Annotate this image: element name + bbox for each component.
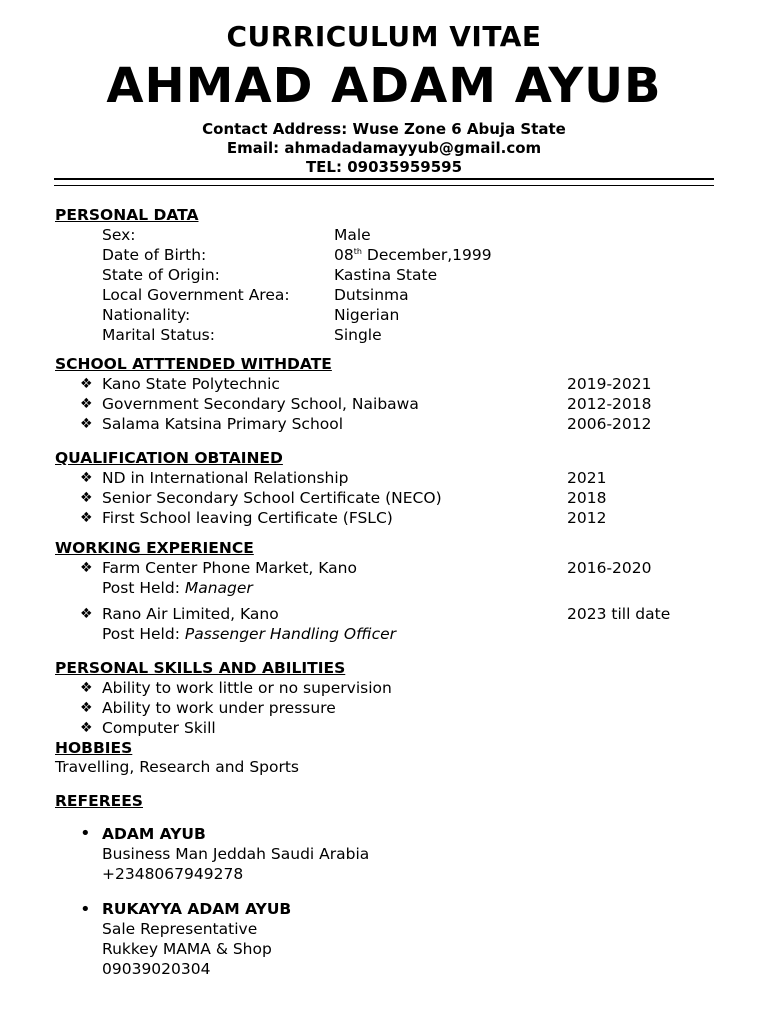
skills-heading: PERSONAL SKILLS AND ABILITIES [55, 659, 346, 677]
skill-item: Ability to work little or no supervision [102, 679, 392, 697]
hobbies-text: Travelling, Research and Sports [55, 758, 300, 776]
qualification-date: 2021 [567, 469, 607, 487]
personal-value: Nigerian [334, 306, 400, 324]
qualification-name: Senior Secondary School Certificate (NECO) [102, 489, 442, 507]
qualification-date: 2012 [567, 509, 607, 527]
post-held-label: Post Held: [102, 579, 180, 597]
employment-date: 2023 till date [567, 605, 671, 623]
personal-label: Nationality: [102, 306, 191, 324]
contact-email: Email: ahmadadamayyub@gmail.com [226, 139, 542, 157]
qualification-date: 2018 [567, 489, 607, 507]
qualification-name: First School leaving Certificate (FSLC) [102, 509, 393, 527]
contact-address: Contact Address: Wuse Zone 6 Abuja State [202, 120, 566, 138]
school-name: Salama Katsina Primary School [102, 415, 344, 433]
post-held-value: Passenger Handling Officer [184, 625, 397, 643]
document-title: CURRICULUM VITAE [226, 20, 542, 53]
post-held-label: Post Held: [102, 625, 180, 643]
referee-detail: Rukkey MAMA & Shop [102, 940, 272, 958]
referees-heading: REFEREES [55, 792, 143, 810]
personal-value: Kastina State [334, 266, 438, 284]
experience-heading: WORKING EXPERIENCE [55, 539, 254, 557]
referee-name: ADAM AYUB [102, 825, 206, 843]
header-rule-bottom [54, 185, 714, 186]
school-name: Government Secondary School, Naibawa [102, 395, 419, 413]
personal-value: Single [334, 326, 382, 344]
hobbies-heading: HOBBIES [55, 739, 133, 757]
skill-item: Computer Skill [102, 719, 216, 737]
qualification-name: ND in International Relationship [102, 469, 349, 487]
contact-phone: TEL: 09035959595 [305, 158, 463, 176]
dot-bullet-icon: • [80, 899, 91, 920]
candidate-name: AHMAD ADAM AYUB [106, 58, 662, 114]
personal-data-heading: PERSONAL DATA [55, 206, 199, 224]
referee-detail: Business Man Jeddah Saudi Arabia [102, 845, 370, 863]
employer-name: Farm Center Phone Market, Kano [102, 559, 357, 577]
diamond-bullet-icon: ❖ [80, 720, 93, 736]
post-held [102, 625, 396, 643]
employment-date: 2016-2020 [567, 559, 652, 577]
diamond-bullet-icon: ❖ [80, 376, 93, 392]
employer-name: Rano Air Limited, Kano [102, 605, 279, 623]
diamond-bullet-icon: ❖ [80, 396, 93, 412]
referee-detail: +2348067949278 [102, 865, 244, 883]
diamond-bullet-icon: ❖ [80, 416, 93, 432]
diamond-bullet-icon: ❖ [80, 490, 93, 506]
skill-item: Ability to work under pressure [102, 699, 336, 717]
diamond-bullet-icon: ❖ [80, 680, 93, 696]
referee-name: RUKAYYA ADAM AYUB [102, 900, 292, 918]
school-date: 2019-2021 [567, 375, 652, 393]
school-name: Kano State Polytechnic [102, 375, 280, 393]
qualifications-heading: QUALIFICATION OBTAINED [55, 449, 283, 467]
diamond-bullet-icon: ❖ [80, 470, 93, 486]
dob-rest: December,1999 [361, 246, 492, 264]
header-rule-top [54, 178, 714, 180]
school-date: 2012-2018 [567, 395, 652, 413]
post-held [102, 579, 253, 597]
personal-value: Male [334, 226, 371, 244]
personal-label: Marital Status: [102, 326, 215, 344]
dob-suffix: th [353, 246, 362, 256]
dob-day: 08 [334, 246, 354, 264]
diamond-bullet-icon: ❖ [80, 560, 93, 576]
referee-detail: 09039020304 [102, 960, 211, 978]
referee-detail: Sale Representative [102, 920, 258, 938]
personal-label: Sex: [102, 226, 136, 244]
schools-heading: SCHOOL ATTTENDED WITHDATE [55, 355, 332, 373]
post-held-value: Manager [184, 579, 253, 597]
dot-bullet-icon: • [80, 823, 91, 844]
school-date: 2006-2012 [567, 415, 652, 433]
personal-value [334, 246, 492, 264]
personal-value: Dutsinma [334, 286, 409, 304]
personal-label: Local Government Area: [102, 286, 290, 304]
diamond-bullet-icon: ❖ [80, 700, 93, 716]
personal-label: State of Origin: [102, 266, 220, 284]
personal-label: Date of Birth: [102, 246, 207, 264]
diamond-bullet-icon: ❖ [80, 606, 93, 622]
diamond-bullet-icon: ❖ [80, 510, 93, 526]
